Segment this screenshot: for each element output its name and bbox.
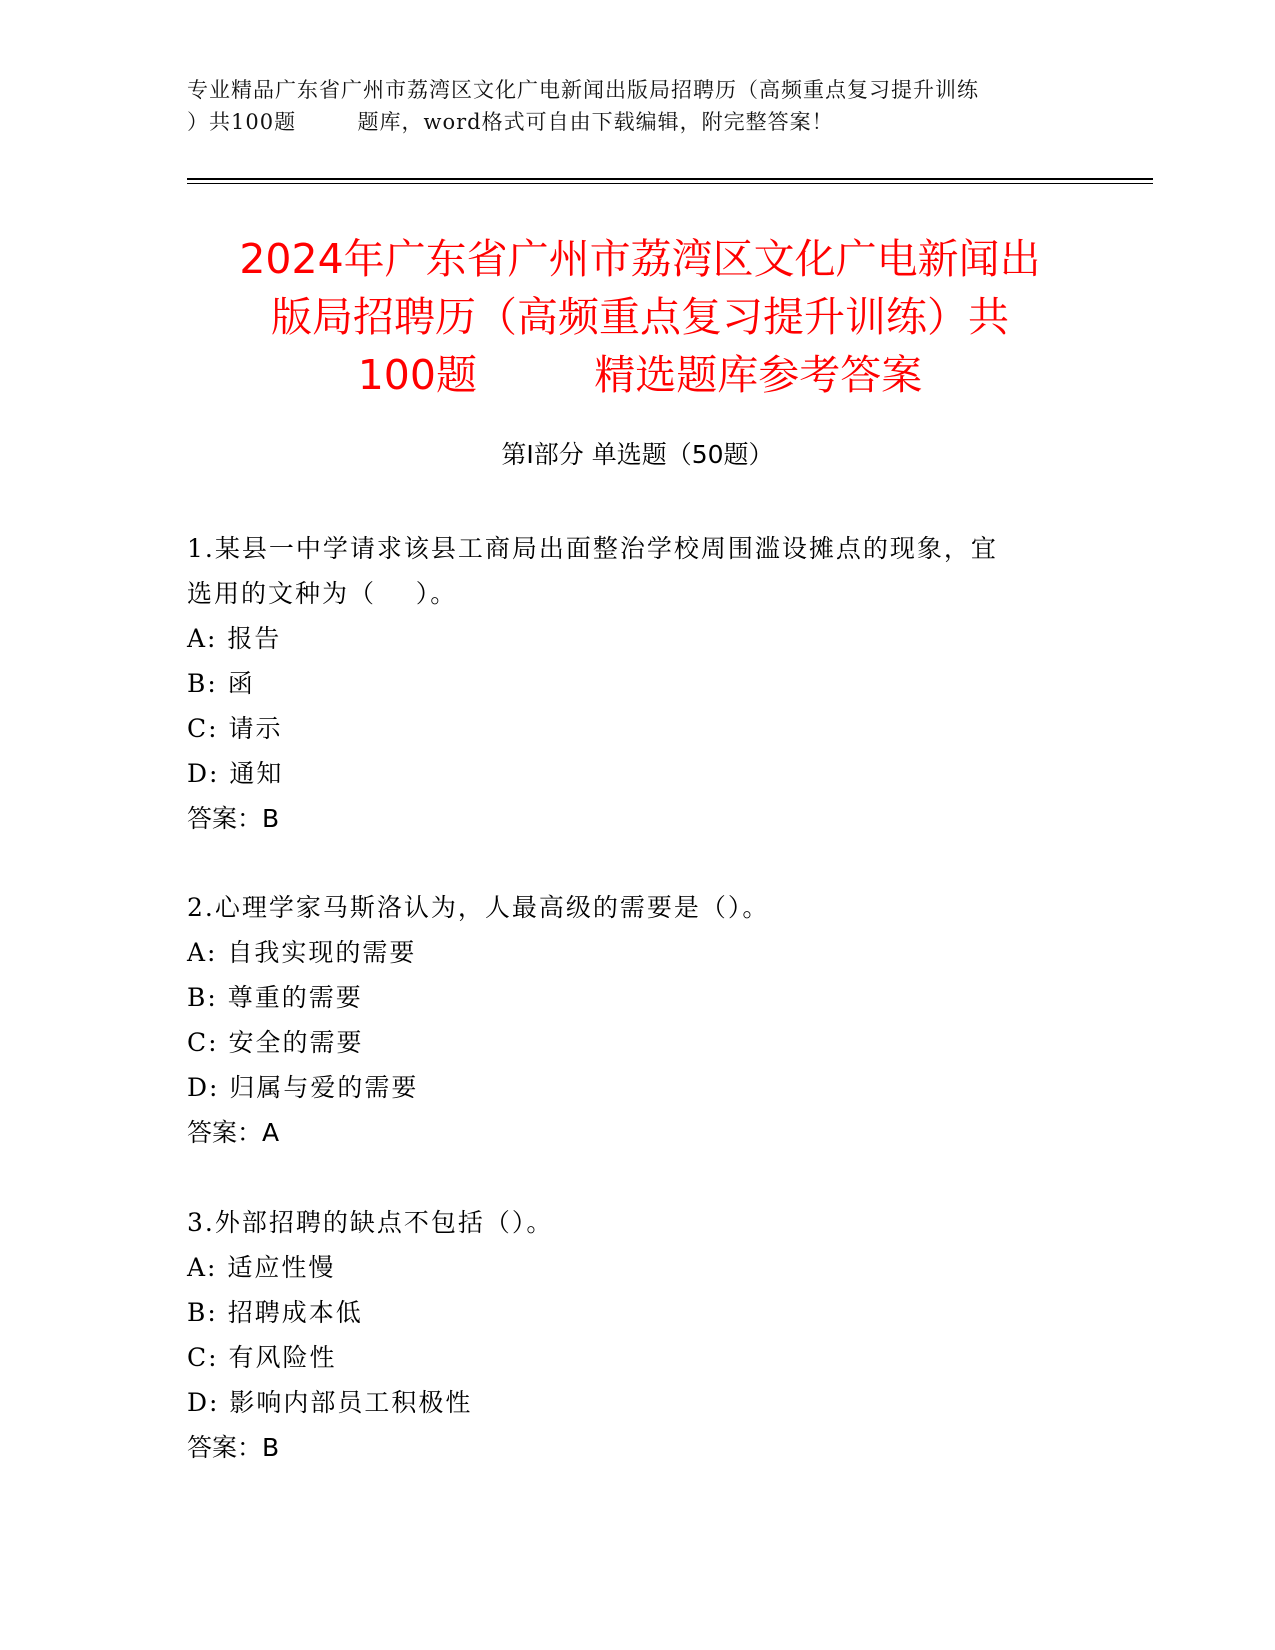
question-stem [187,885,1087,930]
option-c: C: 请示 [187,714,283,743]
option-b: B: 函 [187,669,255,698]
header-note [187,74,1087,138]
title-line-1: 2024年广东省广州市荔湾区文化广电新闻出 [239,235,1041,283]
question-2 [187,885,1087,1155]
header-divider-thin [187,183,1153,184]
option-a: A: 报告 [187,624,282,653]
header-divider-thick [187,178,1153,180]
header-note-line-2: ）共100题 题库，word格式可自由下载编辑，附完整答案！ [187,110,834,134]
document-title [160,230,1120,404]
answer: 答案：A [187,1118,280,1147]
answer: 答案：B [187,804,280,833]
title-line-2: 版局招聘历（高频重点复习提升训练）共 [271,293,1009,341]
answer: 答案：B [187,1433,280,1462]
option-d: D: 影响内部员工积极性 [187,1388,473,1417]
question-stem-line: 选用的文种为（ ）。 [187,579,458,608]
question-3 [187,1200,1087,1470]
header-note-line-1: 专业精品广东省广州市荔湾区文化广电新闻出版局招聘历（高频重点复习提升训练 [187,78,979,102]
option-d: D: 通知 [187,759,284,788]
question-stem [187,1200,1087,1245]
section-heading: 第Ⅰ部分 单选题（50题） [501,440,774,469]
question-stem-line: 2.心理学家马斯洛认为，人最高级的需要是（）。 [187,893,770,922]
option-a: A: 适应性慢 [187,1253,336,1282]
question-stem-line: 3.外部招聘的缺点不包括（）。 [187,1208,554,1237]
option-b: B: 尊重的需要 [187,983,363,1012]
option-c: C: 有风险性 [187,1343,337,1372]
option-c: C: 安全的需要 [187,1028,364,1057]
option-b: B: 招聘成本低 [187,1298,363,1327]
title-line-3: 100题 精选题库参考答案 [357,351,923,399]
question-stem [187,526,1087,616]
option-a: A: 自我实现的需要 [187,938,417,967]
question-stem-line: 1.某县一中学请求该县工商局出面整治学校周围滥设摊点的现象，宜 [187,534,998,563]
option-d: D: 归属与爱的需要 [187,1073,419,1102]
question-1 [187,526,1087,841]
